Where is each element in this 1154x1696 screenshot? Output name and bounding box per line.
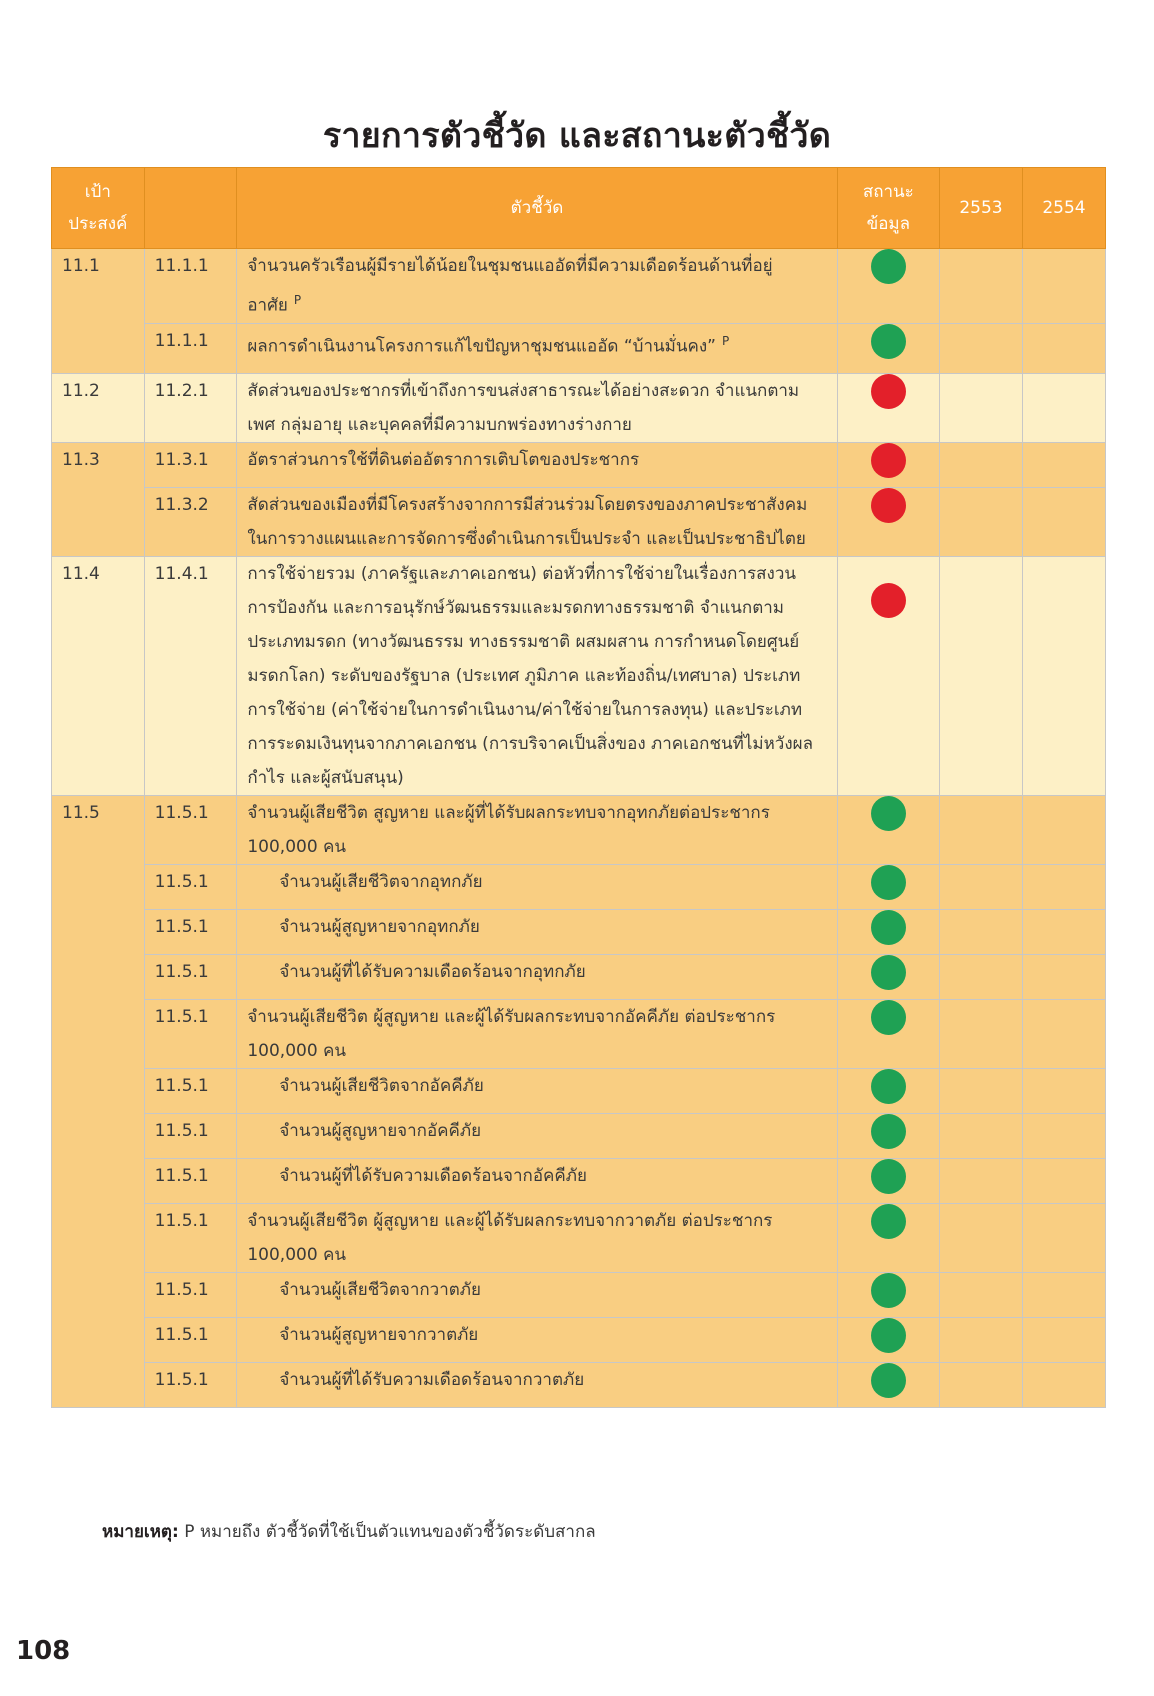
indicator-cell <box>237 1069 837 1114</box>
status-dot-icon <box>871 1318 906 1353</box>
indicator-cell <box>237 955 837 1000</box>
year-2554-cell <box>1022 488 1105 557</box>
indicator-text: จำนวนผู้เสียชีวิตจากวาตภัย <box>279 1280 481 1301</box>
header-status <box>837 168 939 249</box>
proxy-mark: P <box>721 333 730 348</box>
year-2554-cell <box>1022 865 1105 910</box>
indicator-cell: อัตราส่วนการใช้ที่ดินต่ออัตราการเติบโตของประชากร <box>237 443 837 488</box>
table-row <box>52 249 1106 324</box>
year-2553-cell <box>940 374 1023 443</box>
page-number: 108 <box>16 1636 71 1666</box>
year-2554-cell <box>1022 910 1105 955</box>
indicator-text: ผลการดำเนินงานโครงการแก้ไขปัญหาชุมชนแออัด “บ้านมั่นคง” <box>247 336 716 357</box>
status-dot-icon <box>871 324 906 359</box>
year-2554-cell <box>1022 1204 1105 1273</box>
code-cell: 11.1.1 <box>144 323 237 374</box>
indicator-cell: การใช้จ่ายรวม (ภาครัฐและภาคเอกชน) ต่อหัวที่การใช้จ่ายในเรื่องการสงวน การป้องกัน และการอนุรักษ์วัฒนธรรมและมรดกทางธรรมชาติ จำแนกตามประเภทมรดก (ทางวัฒนธรรม ทางธรรมชาติ ผสมผสาน การกำหนดโดยศูนย์มรดกโลก) ระดับของรัฐบาล (ประเทศ ภูมิภาค และท้องถิ่น/เทศบาล) ประเภทการใช้จ่าย (ค่าใช้จ่ายในการดำเนินงาน/ค่าใช้จ่ายในการลงทุน) และประเภทการระดมเงินทุนจากภาคเอกชน (การบริจาคเป็นสิ่งของ ภาคเอกชนที่ไม่หวังผลกำไร และผู้สนับสนุน) <box>237 557 837 796</box>
table-row <box>52 1318 1106 1363</box>
status-dot-icon <box>871 1069 906 1104</box>
header-status-line2: ข้อมูล <box>866 214 911 234</box>
status-cell <box>837 1363 939 1408</box>
code-cell: 11.5.1 <box>144 1318 237 1363</box>
year-2553-cell <box>940 443 1023 488</box>
indicator-text: จำนวนผู้ที่ได้รับความเดือดร้อนจากอัคคีภัย <box>279 1166 587 1187</box>
code-cell: 11.5.1 <box>144 910 237 955</box>
status-cell <box>837 488 939 557</box>
code-cell: 11.5.1 <box>144 1069 237 1114</box>
code-cell: 11.3.2 <box>144 488 237 557</box>
header-goal-line1: เป้า <box>84 182 111 202</box>
indicator-cell <box>237 910 837 955</box>
status-cell <box>837 374 939 443</box>
header-goal-line2: ประสงค์ <box>68 214 128 234</box>
table-row <box>52 323 1106 374</box>
table-row <box>52 1159 1106 1204</box>
table-row <box>52 374 1106 443</box>
table-row <box>52 557 1106 796</box>
target-cell: 11.3 <box>52 443 145 557</box>
year-2553-cell <box>940 1000 1023 1069</box>
indicator-text: จำนวนครัวเรือนผู้มีรายได้น้อยในชุมชนแออัดที่มีความเดือดร้อนด้านที่อยู่อาศัย <box>247 256 773 316</box>
table-row <box>52 1204 1106 1273</box>
footnote-label: หมายเหตุ: <box>102 1522 179 1542</box>
year-2553-cell <box>940 1204 1023 1273</box>
table-row <box>52 910 1106 955</box>
indicator-text: จำนวนผู้ที่ได้รับความเดือดร้อนจากอุทกภัย <box>279 962 586 983</box>
year-2553-cell <box>940 796 1023 865</box>
status-cell <box>837 955 939 1000</box>
status-cell <box>837 443 939 488</box>
target-cell: 11.2 <box>52 374 145 443</box>
table-row <box>52 488 1106 557</box>
code-cell: 11.5.1 <box>144 1204 237 1273</box>
year-2554-cell <box>1022 1069 1105 1114</box>
indicator-cell: สัดส่วนของประชากรที่เข้าถึงการขนส่งสาธารณะได้อย่างสะดวก จำแนกตามเพศ กลุ่มอายุ และบุคคลที่มีความบกพร่องทางร่างกาย <box>237 374 837 443</box>
indicator-cell <box>237 1114 837 1159</box>
year-2554-cell <box>1022 557 1105 796</box>
indicator-cell <box>237 1273 837 1318</box>
target-cell: 11.4 <box>52 557 145 796</box>
status-dot-icon <box>871 955 906 990</box>
year-2553-cell <box>940 1318 1023 1363</box>
indicator-cell <box>237 249 837 324</box>
target-cell: 11.1 <box>52 249 145 374</box>
year-2554-cell <box>1022 1114 1105 1159</box>
indicator-text: จำนวนผู้เสียชีวิตจากอัคคีภัย <box>279 1076 484 1097</box>
indicator-text: จำนวนผู้สูญหายจากอุทกภัย <box>279 917 480 938</box>
indicator-cell: จำนวนผู้เสียชีวิต ผู้สูญหาย และผู้ได้รับผลกระทบจากอัคคีภัย ต่อประชากร 100,000 คน <box>237 1000 837 1069</box>
year-2554-cell <box>1022 955 1105 1000</box>
status-dot-icon <box>871 910 906 945</box>
year-2553-cell <box>940 1159 1023 1204</box>
target-cell: 11.5 <box>52 796 145 1408</box>
table-row <box>52 796 1106 865</box>
header-code <box>144 168 237 249</box>
status-dot-icon <box>871 1114 906 1149</box>
indicator-table <box>51 167 1106 1408</box>
status-cell <box>837 1159 939 1204</box>
year-2553-cell <box>940 1114 1023 1159</box>
status-dot-icon <box>871 1159 906 1194</box>
code-cell: 11.5.1 <box>144 1159 237 1204</box>
year-2554-cell <box>1022 249 1105 324</box>
status-cell <box>837 1273 939 1318</box>
year-2554-cell <box>1022 323 1105 374</box>
year-2554-cell <box>1022 374 1105 443</box>
year-2553-cell <box>940 955 1023 1000</box>
year-2554-cell <box>1022 1318 1105 1363</box>
status-cell <box>837 796 939 865</box>
indicator-text: จำนวนผู้ที่ได้รับความเดือดร้อนจากวาตภัย <box>279 1370 585 1391</box>
status-dot-icon <box>871 583 906 618</box>
code-cell: 11.5.1 <box>144 796 237 865</box>
status-cell <box>837 1000 939 1069</box>
status-cell <box>837 1114 939 1159</box>
code-cell: 11.5.1 <box>144 1273 237 1318</box>
code-cell: 11.5.1 <box>144 1000 237 1069</box>
year-2554-cell <box>1022 1000 1105 1069</box>
status-dot-icon <box>871 443 906 478</box>
header-year-2553: 2553 <box>940 168 1023 249</box>
year-2553-cell <box>940 557 1023 796</box>
year-2554-cell <box>1022 1273 1105 1318</box>
year-2553-cell <box>940 1273 1023 1318</box>
indicator-cell <box>237 1159 837 1204</box>
code-cell: 11.4.1 <box>144 557 237 796</box>
year-2553-cell <box>940 1363 1023 1408</box>
table-row <box>52 865 1106 910</box>
code-cell: 11.5.1 <box>144 865 237 910</box>
indicator-cell: จำนวนผู้เสียชีวิต ผู้สูญหาย และผู้ได้รับผลกระทบจากวาตภัย ต่อประชากร 100,000 คน <box>237 1204 837 1273</box>
year-2554-cell <box>1022 796 1105 865</box>
table-row <box>52 1363 1106 1408</box>
table-row <box>52 1114 1106 1159</box>
header-year-2554: 2554 <box>1022 168 1105 249</box>
code-cell: 11.5.1 <box>144 1363 237 1408</box>
footnote-text: P หมายถึง ตัวชี้วัดที่ใช้เป็นตัวแทนของตัวชี้วัดระดับสากล <box>184 1522 596 1542</box>
year-2553-cell <box>940 323 1023 374</box>
page-title: รายการตัวชี้วัด และสถานะตัวชี้วัด <box>322 116 832 156</box>
year-2553-cell <box>940 865 1023 910</box>
table-row <box>52 1000 1106 1069</box>
table-row <box>52 443 1106 488</box>
table-header-row <box>52 168 1106 249</box>
status-dot-icon <box>871 865 906 900</box>
status-dot-icon <box>871 249 906 284</box>
status-dot-icon <box>871 1000 906 1035</box>
code-cell: 11.3.1 <box>144 443 237 488</box>
indicator-cell: จำนวนผู้เสียชีวิต สูญหาย และผู้ที่ได้รับผลกระทบจากอุทกภัยต่อประชากร 100,000 คน <box>237 796 837 865</box>
code-cell: 11.5.1 <box>144 1114 237 1159</box>
status-dot-icon <box>871 1273 906 1308</box>
footnote <box>102 1518 596 1545</box>
status-dot-icon <box>871 1363 906 1398</box>
proxy-mark: P <box>293 293 302 307</box>
status-cell <box>837 1318 939 1363</box>
indicator-text: จำนวนผู้สูญหายจากอัคคีภัย <box>279 1121 482 1142</box>
indicator-cell <box>237 1363 837 1408</box>
header-status-line1: สถานะ <box>862 182 914 202</box>
year-2553-cell <box>940 488 1023 557</box>
status-cell <box>837 1069 939 1114</box>
year-2553-cell <box>940 249 1023 324</box>
indicator-cell <box>237 323 837 374</box>
status-dot-icon <box>871 796 906 831</box>
header-goal <box>52 168 145 249</box>
status-cell <box>837 910 939 955</box>
status-cell <box>837 323 939 374</box>
indicator-cell: สัดส่วนของเมืองที่มีโครงสร้างจากการมีส่วนร่วมโดยตรงของภาคประชาสังคมในการวางแผนและการจัดการซึ่งดำเนินการเป็นประจำ และเป็นประชาธิปไตย <box>237 488 837 557</box>
year-2554-cell <box>1022 1363 1105 1408</box>
year-2553-cell <box>940 910 1023 955</box>
indicator-text: จำนวนผู้เสียชีวิตจากอุทกภัย <box>279 872 483 893</box>
status-cell <box>837 1204 939 1273</box>
table-row <box>52 955 1106 1000</box>
status-cell <box>837 865 939 910</box>
indicator-cell <box>237 1318 837 1363</box>
status-cell <box>837 249 939 324</box>
table-row <box>52 1273 1106 1318</box>
code-cell: 11.1.1 <box>144 249 237 324</box>
table-row <box>52 1069 1106 1114</box>
indicator-text: จำนวนผู้สูญหายจากวาตภัย <box>279 1325 479 1346</box>
indicator-cell <box>237 865 837 910</box>
header-indicator: ตัวชี้วัด <box>237 168 837 249</box>
year-2554-cell <box>1022 1159 1105 1204</box>
year-2554-cell <box>1022 443 1105 488</box>
year-2553-cell <box>940 1069 1023 1114</box>
status-cell <box>837 557 939 796</box>
status-dot-icon <box>871 1204 906 1239</box>
code-cell: 11.5.1 <box>144 955 237 1000</box>
status-dot-icon <box>871 488 906 523</box>
status-dot-icon <box>871 374 906 409</box>
code-cell: 11.2.1 <box>144 374 237 443</box>
